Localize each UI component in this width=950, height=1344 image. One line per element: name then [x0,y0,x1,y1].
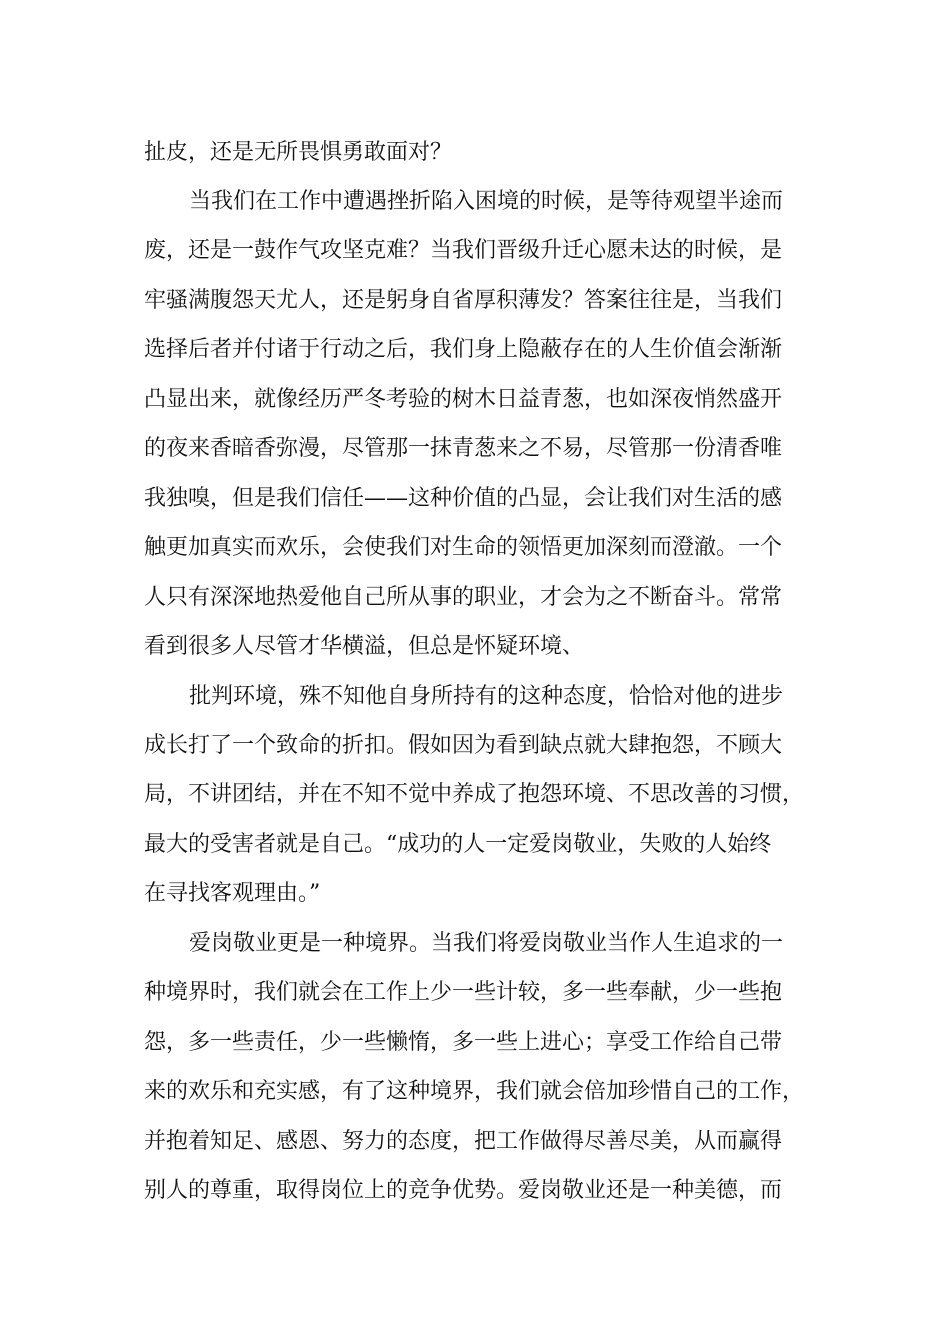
paragraph-start-line: 批判环境，殊不知他自身所持有的这种态度，恰恰对他的进步 [189,684,784,709]
text-line: 成长打了一个致命的折扣。假如因为看到缺点就大肆抱怨，不顾大 [144,733,783,758]
text-line: 怨，多一些责任，少一些懒惰，多一些上进心；享受工作给自己带 [144,1030,783,1055]
paragraph-start-line: 当我们在工作中遭遇挫折陷入困境的时候，是等待观望半途而 [189,189,784,214]
text-line: 废，还是一鼓作气攻坚克难？当我们晋级升迁心愿未达的时候，是 [144,238,783,263]
text-line: 触更加真实而欢乐，会使我们对生命的领悟更加深刻而澄澈。一个 [144,535,783,560]
text-line: 选择后者并付诸于行动之后，我们身上隐蔽存在的人生价值会渐渐 [144,337,783,362]
text-line: 种境界时，我们就会在工作上少一些计较，多一些奉献，少一些抱 [144,980,783,1005]
paragraph-start-line: 爱岗敬业更是一种境界。当我们将爱岗敬业当作人生追求的一 [189,931,784,956]
text-line: 扯皮，还是无所畏惧勇敢面对？ [144,140,453,165]
text-line: 最大的受害者就是自己。“成功的人一定爱岗敬业，失败的人始终 [144,832,772,857]
text-line: 我独嗅，但是我们信任——这种价值的凸显，会让我们对生活的感 [144,486,783,511]
text-line: 牢骚满腹怨天尤人，还是躬身自省厚积薄发？答案往往是，当我们 [144,288,783,313]
text-line: 别人的尊重，取得岗位上的竞争优势。爱岗敬业还是一种美德，而 [144,1178,783,1203]
text-line: 的夜来香暗香弥漫，尽管那一抹青葱来之不易，尽管那一份清香唯 [144,436,783,461]
text-line: 在寻找客观理由。” [144,881,321,906]
text-line: 局，不讲团结，并在不知不觉中养成了抱怨环境、不思改善的习惯， [144,782,805,807]
text-line: 来的欢乐和充实感，有了这种境界，我们就会倍加珍惜自己的工作， [144,1079,805,1104]
text-line: 并抱着知足、感恩、努力的态度，把工作做得尽善尽美，从而赢得 [144,1129,783,1154]
text-line: 看到很多人尽管才华横溢，但总是怀疑环境、 [144,634,585,659]
text-line: 凸显出来，就像经历严冬考验的树木日益青葱，也如深夜悄然盛开 [144,387,783,412]
text-line: 人只有深深地热爱他自己所从事的职业，才会为之不断奋斗。常常 [144,585,783,610]
